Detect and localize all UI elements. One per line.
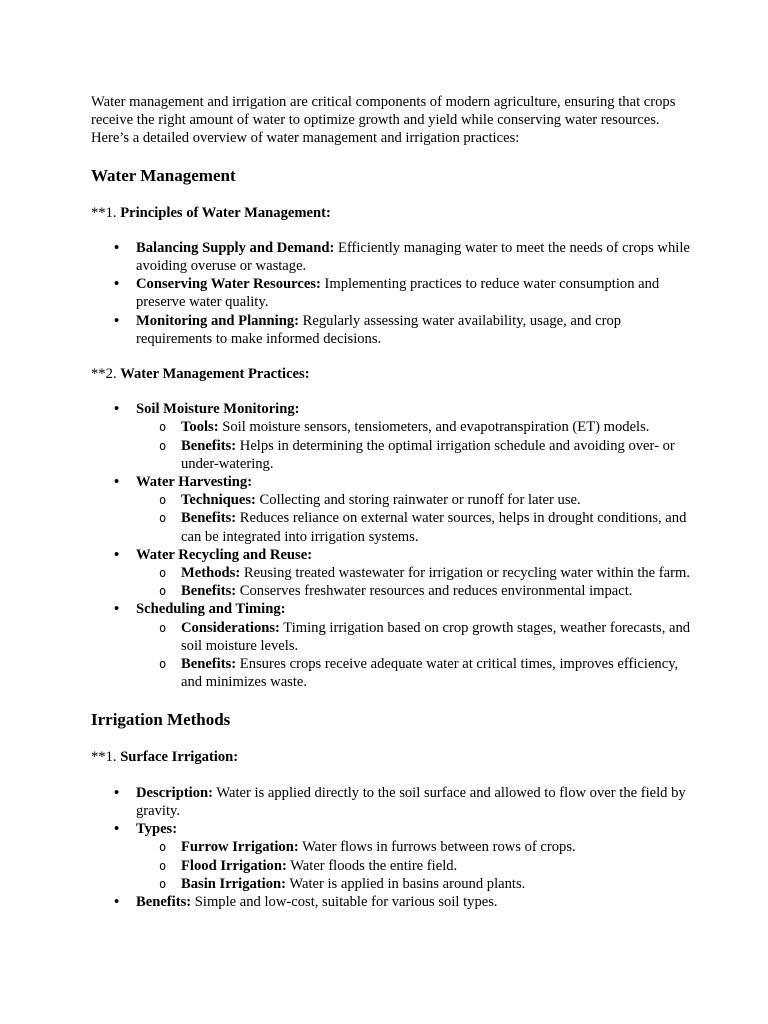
list-item bbox=[136, 546, 691, 601]
item-label: Benefits: bbox=[181, 583, 237, 600]
sub-list-item bbox=[181, 857, 691, 875]
list-item bbox=[136, 275, 691, 311]
item-label: Benefits: bbox=[181, 437, 237, 454]
sub-list bbox=[136, 564, 691, 600]
item-label: Types: bbox=[136, 821, 178, 838]
sub-list-item bbox=[181, 418, 691, 436]
sub-list bbox=[136, 418, 691, 473]
item-label: Water Harvesting: bbox=[136, 474, 253, 491]
item-text: Conserves freshwater resources and reduces environmental impact. bbox=[236, 583, 633, 600]
item-label: Benefits: bbox=[136, 893, 192, 910]
subheading-title: Principles of Water Management: bbox=[120, 204, 331, 221]
section-heading-water-management: Water Management bbox=[91, 165, 236, 185]
sub-list bbox=[136, 491, 691, 546]
item-label: Considerations: bbox=[181, 619, 280, 636]
sub-list bbox=[136, 838, 691, 893]
list-item bbox=[136, 312, 691, 348]
subheading-surface-irrigation bbox=[91, 748, 691, 766]
item-text: Reduces reliance on external water sources, helps in drought conditions, and can be integrated into irrigation systems. bbox=[181, 510, 687, 545]
sub-list-item bbox=[181, 838, 691, 856]
item-text: Efficiently managing water to meet the needs of crops while avoiding overuse or wastage. bbox=[136, 239, 690, 275]
item-text: Water is applied directly to the soil surface and allowed to flow over the field by gravity. bbox=[136, 784, 686, 819]
list-item bbox=[136, 784, 691, 820]
item-text: Timing irrigation based on crop growth stages, weather forecasts, and soil moisture levels. bbox=[181, 619, 691, 654]
sub-list-item bbox=[181, 582, 691, 600]
document-page bbox=[91, 93, 691, 928]
subheading-title: Surface Irrigation: bbox=[120, 749, 239, 766]
item-text: Ensures crops receive adequate water at critical times, improves efficiency, and minimizes waste. bbox=[181, 656, 679, 691]
sub-list-item bbox=[181, 655, 691, 691]
list-item bbox=[136, 893, 691, 911]
surface-irrigation-list bbox=[91, 784, 691, 911]
practices-list bbox=[91, 400, 691, 691]
item-text: Implementing practices to reduce water consumption and preserve water quality. bbox=[136, 276, 660, 311]
subheading-prefix: **1. bbox=[91, 204, 121, 221]
item-text: Water flows in furrows between rows of crops. bbox=[298, 839, 576, 856]
list-item bbox=[136, 239, 691, 275]
principles-list bbox=[91, 239, 691, 348]
item-label: Techniques: bbox=[181, 492, 256, 509]
item-text: Collecting and storing rainwater or runoff for later use. bbox=[255, 492, 581, 509]
subheading-practices bbox=[91, 365, 691, 383]
sub-list-item bbox=[181, 437, 691, 473]
item-text: Reusing treated wastewater for irrigation or recycling water within the farm. bbox=[240, 565, 690, 582]
item-label: Basin Irrigation: bbox=[181, 875, 286, 892]
item-label: Water Recycling and Reuse: bbox=[136, 546, 313, 563]
item-label: Description: bbox=[136, 784, 214, 801]
item-label: Monitoring and Planning: bbox=[136, 312, 299, 329]
item-label: Conserving Water Resources: bbox=[136, 276, 321, 293]
item-text: Helps in determining the optimal irrigation schedule and avoiding over- or under-watering. bbox=[181, 437, 675, 472]
item-label: Soil Moisture Monitoring: bbox=[136, 401, 300, 418]
item-label: Benefits: bbox=[181, 510, 237, 527]
list-item bbox=[136, 473, 691, 546]
sub-list-item bbox=[181, 619, 691, 655]
sub-list-item bbox=[181, 564, 691, 582]
subheading-principles bbox=[91, 204, 691, 222]
item-text: Water floods the entire field. bbox=[286, 857, 458, 874]
item-label: Flood Irrigation: bbox=[181, 857, 287, 874]
subheading-prefix: **1. bbox=[91, 749, 121, 766]
item-text: Soil moisture sensors, tensiometers, and evapotranspiration (ET) models. bbox=[218, 419, 650, 436]
sub-list-item bbox=[181, 509, 691, 545]
item-label: Methods: bbox=[181, 565, 241, 582]
intro-paragraph: Water management and irrigation are critical components of modern agriculture, ensuring that crops receive the right amount of water to optimize growth and yield while conserving water resources. Here’s a detailed overview of water management and irrigation practices: bbox=[91, 94, 676, 147]
list-item bbox=[136, 820, 691, 893]
item-label: Scheduling and Timing: bbox=[136, 601, 286, 618]
sub-list-item bbox=[181, 491, 691, 509]
sub-list bbox=[136, 619, 691, 692]
item-label: Tools: bbox=[181, 419, 219, 436]
list-item bbox=[136, 400, 691, 473]
subheading-prefix: **2. bbox=[91, 366, 121, 383]
item-label: Furrow Irrigation: bbox=[181, 839, 299, 856]
item-text: Simple and low-cost, suitable for various soil types. bbox=[191, 893, 498, 910]
subheading-title: Water Management Practices: bbox=[120, 366, 310, 383]
section-heading-irrigation-methods: Irrigation Methods bbox=[91, 710, 231, 730]
item-text: Regularly assessing water availability, usage, and crop requirements to make informed decisions. bbox=[136, 312, 622, 347]
list-item bbox=[136, 600, 691, 691]
item-label: Balancing Supply and Demand: bbox=[136, 239, 335, 256]
sub-list-item bbox=[181, 875, 691, 893]
item-text: Water is applied in basins around plants. bbox=[286, 875, 526, 892]
item-label: Benefits: bbox=[181, 656, 237, 673]
